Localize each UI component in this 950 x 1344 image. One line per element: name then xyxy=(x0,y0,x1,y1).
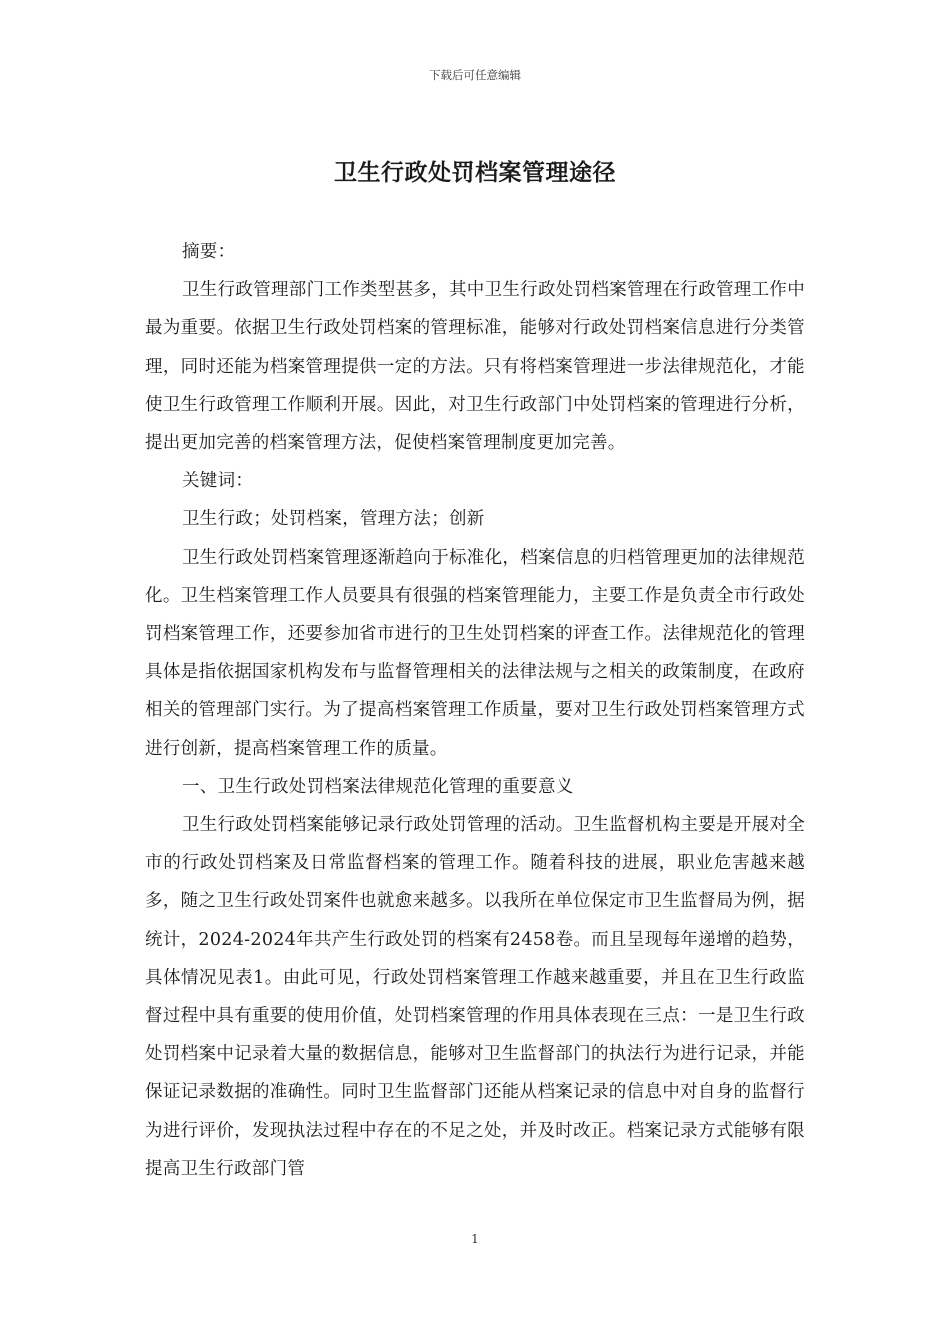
section-paragraph: 卫生行政处罚档案能够记录行政处罚管理的活动。卫生监督机构主要是开展对全市的行政处罚档案及日常监督档案的管理工作。随着科技的进展，职业危害越来越多，随之卫生行政处罚案件也就愈来越多。以我所在单位保定市卫生监督局为例，据统计，2024-2024年共产生行政处罚的档案有2458卷。而且呈现每年递增的趋势，具体情况见表1。由此可见，行政处罚档案管理工作越来越重要，并且在卫生行政监督过程中具有重要的使用价值，处罚档案管理的作用具体表现在三点：一是卫生行政处罚档案中记录着大量的数据信息，能够对卫生监督部门的执法行为进行记录，并能保证记录数据的准确性。同时卫生监督部门还能从档案记录的信息中对自身的监督行为进行评价，发现执法过程中存在的不足之处，并及时改正。档案记录方式能够有限提高卫生行政部门管 xyxy=(145,815,805,1179)
page-number: 1 xyxy=(471,1232,479,1246)
header-note: 下载后可任意编辑 xyxy=(429,68,521,82)
abstract-label: 摘要： xyxy=(182,242,236,262)
document-body xyxy=(145,233,805,1188)
keywords-label: 关键词： xyxy=(182,471,254,492)
abstract-paragraph: 卫生行政管理部门工作类型甚多，其中卫生行政处罚档案管理在行政管理工作中最为重要。依据卫生行政处罚档案的管理标准，能够对行政处罚档案信息进行分类管理，同时还能为档案管理提供一定的方法。只有将档案管理进一步法律规范化，才能使卫生行政管理工作顺利开展。因此，对卫生行政部门中处罚档案的管理进行分析，提出更加完善的档案管理方法，促使档案管理制度更加完善。 xyxy=(145,280,805,454)
keywords-paragraph: 卫生行政；处罚档案，管理方法；创新 xyxy=(182,509,485,530)
document-title: 卫生行政处罚档案管理途径 xyxy=(334,159,616,186)
section-heading: 一、卫生行政处罚档案法律规范化管理的重要意义 xyxy=(182,776,574,797)
intro-paragraph: 卫生行政处罚档案管理逐渐趋向于标准化，档案信息的归档管理更加的法律规范化。卫生档案管理工作人员要具有很强的档案管理能力，主要工作是负责全市行政处罚档案管理工作，还要参加省市进行的卫生处罚档案的评查工作。法律规范化的管理具体是指依据国家机构发布与监督管理相关的法律法规与之相关的政策制度，在政府相关的管理部门实行。为了提高档案管理工作质量，要对卫生行政处罚档案管理方式进行创新，提高档案管理工作的质量。 xyxy=(145,547,805,759)
